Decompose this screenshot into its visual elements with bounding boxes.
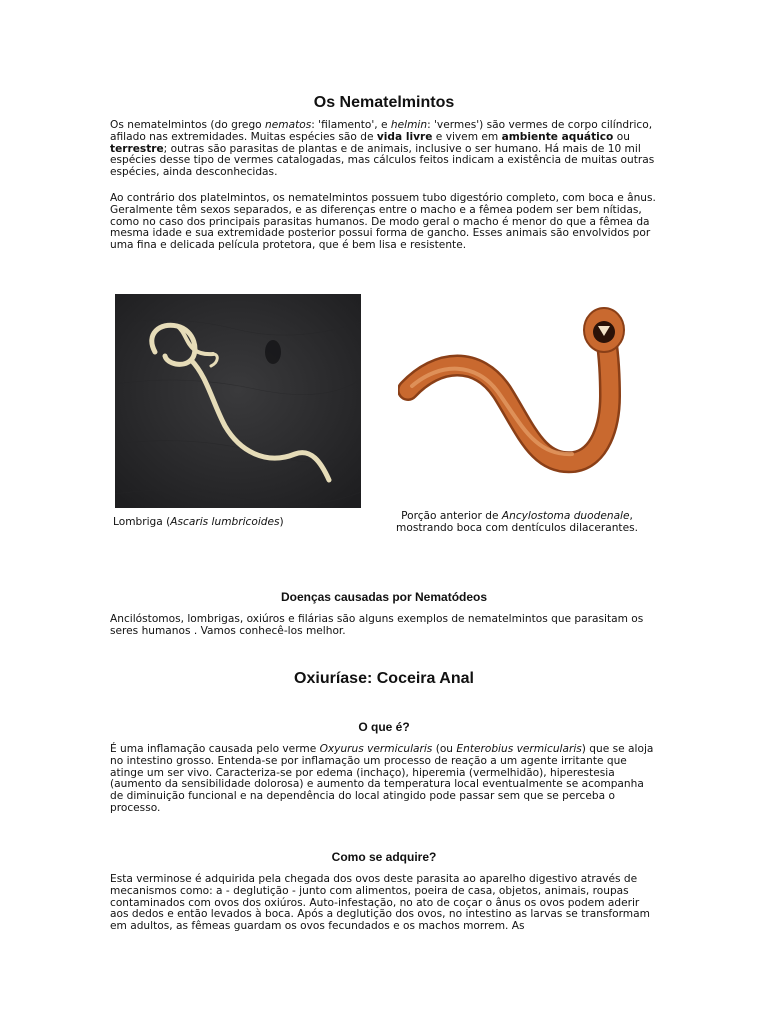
roundworm-caption [113,516,284,528]
species-name: Enterobius vermicularis [456,743,582,755]
caption-text: , [629,510,633,522]
text-run: Os nematelmintos (do grego [110,119,266,131]
species-name: Oxyurus vermicularis [319,743,433,755]
roundworm-photo [115,294,361,508]
como-se-adquire-heading: Como se adquire? [331,850,437,864]
text-run: : 'vermes') são vermes de corpo cilíndrico, afilado nas extremidades. Muitas espécies são de [110,119,653,143]
term-helmin: helmin [390,119,428,131]
term-nematos: nematos [265,119,312,131]
caption-text: ) [279,516,284,528]
text-run: : 'filamento', e [311,119,391,131]
caption-text: mostrando boca com dentículos dilacerantes. [396,522,638,534]
text-run: e vivem em [432,130,502,143]
species-name: Ancylostoma duodenale [501,510,630,522]
species-name: Ascaris lumbricoides [170,516,280,528]
doencas-paragraph: Ancilóstomos, lombrigas, oxiúros e filárias são alguns exemplos de nematelmintos que parasitam os seres humanos . Vamos conhecê-los melhor. [110,613,644,637]
caption-text: Lombriga ( [113,516,171,528]
como-se-adquire-paragraph: Esta verminose é adquirida pela chegada dos ovos deste parasita ao aparelho digestivo através de mecanismos como: a - deglutição - junto com alimentos, poeira de casa, objetos, animais, roupas contaminados com ovos dos oxiúros. Auto-infestação, no ato de coçar o ânus os ovos podem aderir aos dedos e então levados à boca. Após a deglutição dos ovos, no intestino as larvas se transformam em adultos, as fêmeas guardam os ovos fecundados e os machos morrem. As [110,873,650,933]
hookworm-caption [386,510,648,534]
text-run: ) que se aloja no intestino grosso. Entenda-se por inflamação um processo de reação a um agente irritante que atinge um ser vivo. Caracteriza-se por edema (inchaço), hiperemia (vermelhidão), hiperestesia (aumento da sensibilidade dolorosa) e aumento da temperatura local eventualmente se acompanha de diminuição funcional e na dependência do local atingido pode passar sem que se perceba o processo. [110,743,654,814]
text-run: É uma inflamação causada pelo verme [110,743,320,755]
caption-text: Porção anterior de [401,510,502,522]
doencas-heading: Doenças causadas por Nematódeos [280,590,488,604]
term-ambiente-aquatico: ambiente aquático [501,130,614,143]
o-que-e-paragraph [110,744,656,815]
o-que-e-heading: O que é? [358,720,410,734]
term-vida-livre: vida livre [376,130,433,143]
term-terrestre: terrestre [110,142,164,155]
text-run: ou [613,130,630,143]
text-run: (ou [432,743,457,755]
intro-paragraph-2: Ao contrário dos platelmintos, os nematelmintos possuem tubo digestório completo, com boca e ânus. Geralmente têm sexos separados, e as diferenças entre o macho e a fêmea podem ser bem nítidas, como no caso dos principais parasitas humanos. De modo geral o macho é menor do que a fêmea da mesma idade e sua extremidade posterior possui forma de gancho. Esses animais são envolvidos por uma fina e delicada película protetora, que é bem lisa e resistente. [110,192,656,252]
intro-paragraph-1 [110,120,656,179]
text-run: ; outras são parasitas de plantas e de animais, inclusive o ser humano. Há mais de 10 mil espécies desse tipo de vermes catalogadas, mas cálculos feitos indicam a existência de muitas outras espécies, ainda desconhecidas. [110,142,655,179]
oxiuriase-heading: Oxiuríase: Coceira Anal [294,670,474,687]
hookworm-illustration [398,306,638,506]
page-title: Os Nematelmintos [313,94,455,111]
